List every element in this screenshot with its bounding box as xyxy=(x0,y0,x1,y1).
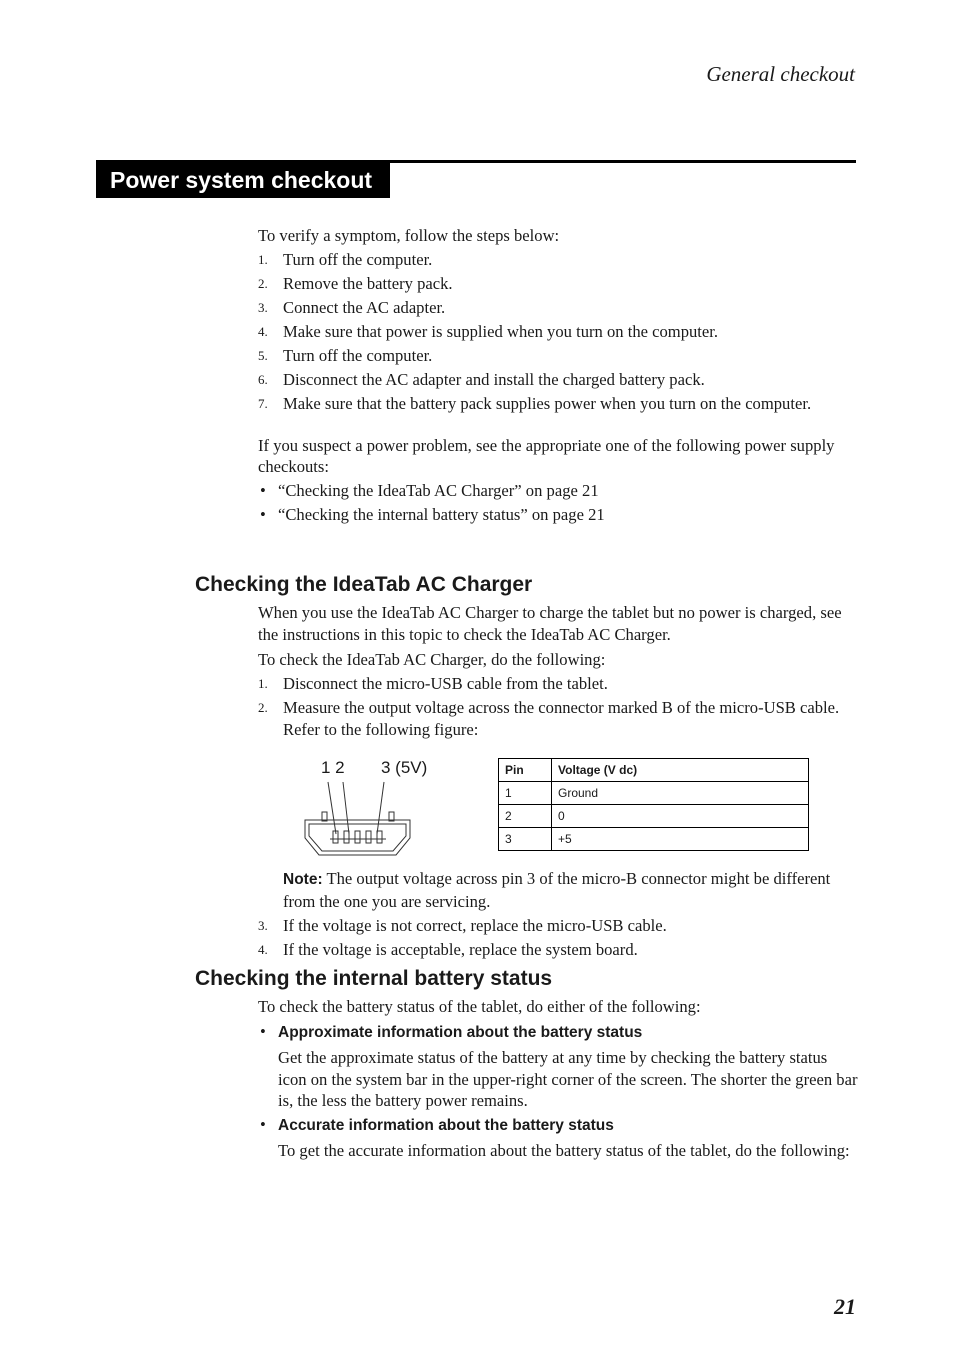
table-cell: 1 xyxy=(499,782,552,805)
table-cell: +5 xyxy=(552,828,809,851)
list-item xyxy=(258,939,858,961)
leader-line-pin2 xyxy=(343,782,349,834)
step-text: Turn off the computer. xyxy=(283,346,433,365)
step-text: If the voltage is not correct, replace the micro-USB cable. xyxy=(283,915,667,935)
table-header-row xyxy=(499,759,809,782)
connector-pin xyxy=(377,831,382,843)
step-number: 2. xyxy=(258,276,268,291)
connector-pin xyxy=(355,831,360,843)
note xyxy=(258,868,858,912)
step-text: Disconnect the AC adapter and install the charged battery pack. xyxy=(283,370,705,389)
table-row xyxy=(499,782,809,805)
approx-title: Approximate information about the battery status xyxy=(278,1023,643,1041)
step-text: If the voltage is acceptable, replace the system board. xyxy=(283,939,638,959)
list-item xyxy=(258,480,858,502)
step-number: 1. xyxy=(258,252,268,267)
pin-voltage-table xyxy=(498,758,809,851)
step-number: 3. xyxy=(258,917,268,933)
page-number: 21 xyxy=(834,1294,856,1319)
table-row xyxy=(499,828,809,851)
charger-block-b xyxy=(258,868,858,960)
table-row xyxy=(499,805,809,828)
connector-label-pins: 1 2 xyxy=(321,758,345,777)
list-item xyxy=(258,673,858,695)
connector-label-5v: 3 (5V) xyxy=(381,758,428,777)
step-text: Connect the AC adapter. xyxy=(283,298,446,317)
bullet: • xyxy=(260,1114,266,1134)
battery-lead: To check the battery status of the tablet, do either of the following: xyxy=(258,997,701,1016)
list-item xyxy=(258,504,858,526)
step-text: Make sure that the battery pack supplies power when you turn on the computer. xyxy=(283,394,812,413)
bullet: • xyxy=(260,1021,266,1041)
charger-block-a xyxy=(258,602,858,740)
step-number: 7. xyxy=(258,396,268,411)
leader-line-pin1 xyxy=(328,782,336,834)
step-text: Disconnect the micro-USB cable from the tablet. xyxy=(283,674,608,693)
charger-heading: Checking the IdeaTab AC Charger xyxy=(195,573,533,596)
charger-steps-a xyxy=(258,673,858,740)
column-header-voltage: Voltage (V dc) xyxy=(552,759,809,782)
connector-pin xyxy=(366,831,371,843)
intro-block xyxy=(258,225,858,526)
table-cell: 0 xyxy=(552,805,809,828)
charger-paragraph-2: To check the IdeaTab AC Charger, do the following: xyxy=(258,650,606,669)
step-number: 6. xyxy=(258,372,268,387)
running-header: General checkout xyxy=(706,62,855,86)
step-text: Remove the battery pack. xyxy=(283,274,453,293)
micro-usb-connector-figure xyxy=(300,778,415,860)
note-label: Note: xyxy=(283,871,323,888)
list-item xyxy=(258,369,858,391)
column-header-pin: Pin xyxy=(499,759,552,782)
suspect-paragraph: If you suspect a power problem, see the appropriate one of the following power supply checkouts: xyxy=(258,435,835,476)
leader-line-pin3 xyxy=(377,782,384,834)
list-item xyxy=(258,273,858,295)
connector-pin xyxy=(344,831,349,843)
step-text: Turn off the computer. xyxy=(283,250,433,269)
step-number: 3. xyxy=(258,300,268,315)
step-number: 4. xyxy=(258,324,268,339)
list-item xyxy=(258,249,858,271)
charger-steps-b xyxy=(258,915,858,961)
bullet: • xyxy=(260,481,266,500)
list-item xyxy=(258,697,858,740)
list-item xyxy=(258,345,858,367)
section-title: Power system checkout xyxy=(96,162,390,198)
charger-paragraph-1: When you use the IdeaTab AC Charger to charge the tablet but no power is charged, see the instructions in this topic to check the IdeaTab AC Charger. xyxy=(258,603,842,644)
checkout-refs xyxy=(258,480,858,526)
note-text: The output voltage across pin 3 of the micro-B connector might be different from the one you are servicing. xyxy=(283,869,831,911)
battery-heading: Checking the internal battery status xyxy=(195,967,553,990)
connector-outline-inner xyxy=(309,824,406,851)
list-item xyxy=(258,1114,858,1137)
table-cell: Ground xyxy=(552,782,809,805)
cross-reference: “Checking the internal battery status” on page 21 xyxy=(278,505,605,524)
bullet: • xyxy=(260,505,266,524)
cross-reference: “Checking the IdeaTab AC Charger” on page 21 xyxy=(278,481,599,500)
step-number: 1. xyxy=(258,676,268,691)
list-item xyxy=(258,393,858,415)
accurate-title: Accurate information about the battery status xyxy=(278,1116,614,1134)
list-item xyxy=(258,321,858,343)
list-item xyxy=(258,1021,858,1044)
list-item xyxy=(258,915,858,937)
list-item xyxy=(258,297,858,319)
intro-steps xyxy=(258,249,858,415)
approx-text: Get the approximate status of the battery at any time by checking the battery status icon on the system bar in the upper-right corner of the screen. The shorter the green bar is, the less the battery power remains. xyxy=(278,1048,858,1110)
step-text: Measure the output voltage across the connector marked B of the micro-USB cable. Refer to the following figure: xyxy=(283,698,840,739)
step-number: 2. xyxy=(258,700,268,715)
battery-block xyxy=(258,996,858,1162)
step-text: Make sure that power is supplied when you turn on the computer. xyxy=(283,322,719,341)
intro-lead: To verify a symptom, follow the steps below: xyxy=(258,226,560,245)
step-number: 5. xyxy=(258,348,268,363)
step-number: 4. xyxy=(258,941,268,957)
table-cell: 2 xyxy=(499,805,552,828)
accurate-text: To get the accurate information about the battery status of the tablet, do the following: xyxy=(278,1141,850,1160)
table-cell: 3 xyxy=(499,828,552,851)
